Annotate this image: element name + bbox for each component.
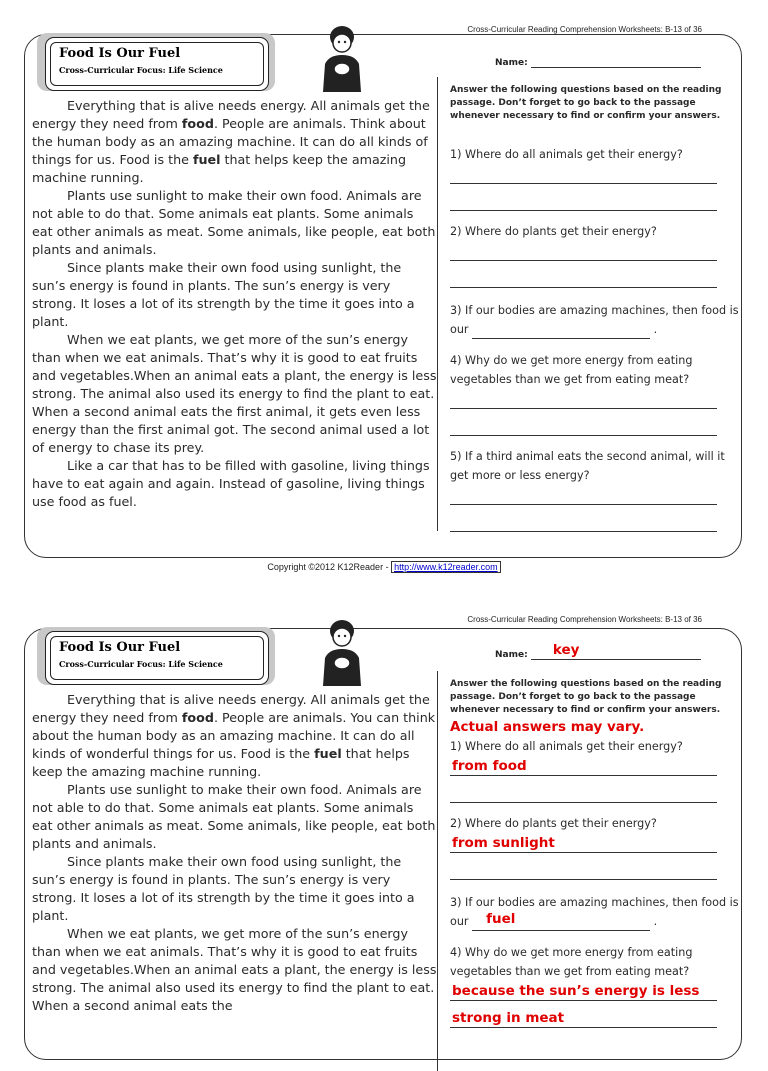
child-eating-icon <box>315 616 369 686</box>
question-3: 3) If our bodies are amazing machines, then food is our . <box>450 301 740 339</box>
answer-line[interactable] <box>450 241 717 261</box>
answer-2: from sunlight <box>452 835 555 851</box>
answer-line[interactable] <box>450 783 717 803</box>
name-row <box>495 55 701 68</box>
copyright-text: Copyright ©2012 K12Reader - <box>267 562 392 572</box>
column-divider <box>437 77 438 531</box>
focus-label: Cross-Curricular Focus: Life Science <box>59 65 223 75</box>
answer-line[interactable] <box>472 911 650 931</box>
question-2: 2) Where do plants get their energy? <box>450 817 657 830</box>
answer-3: fuel <box>486 911 516 927</box>
page-header: Cross-Curricular Reading Comprehension Worksheets: B-13 of 36 <box>467 25 702 34</box>
bold-word-food: food <box>181 116 214 131</box>
passage-text: Everything that is alive needs energy. All animals get the energy they need from <box>32 98 430 131</box>
passage-paragraph: Since plants make their own food using sunlight, the sun’s energy is found in plants. The sun’s energy is very strong. It loses a lot of its strength by the time it goes into a plant. <box>32 260 415 329</box>
key-name: key <box>552 642 580 658</box>
answer-1: from food <box>452 758 527 774</box>
question-3-text: 3) If our bodies are amazing machines, then food is our <box>450 896 739 928</box>
name-label: Name: <box>495 58 528 68</box>
passage-text: Everything that is alive needs energy. All animals get the energy they need from <box>32 692 430 725</box>
answer-line[interactable] <box>450 860 717 880</box>
name-field[interactable] <box>531 642 701 660</box>
passage-text: that helps keep the amazing machine running. <box>32 746 410 779</box>
passage-paragraph: Plants use sunlight to make their own food. Animals are not able to do that. Some animals eat plants. Some animals eat other animals as meat. Some animals, like people, eat both plants and animals. <box>32 782 436 851</box>
question-5: 5) If a third animal eats the second animal, will it get more or less energy? <box>450 450 725 482</box>
answer-line[interactable] <box>450 268 717 288</box>
passage-paragraph: Since plants make their own food using sunlight, the sun’s energy is found in plants. The sun’s energy is very strong. It loses a lot of its strength by the time it goes into a plant. <box>32 854 415 923</box>
reading-passage <box>32 97 437 511</box>
answer-line[interactable] <box>450 1008 717 1028</box>
copyright <box>0 562 768 572</box>
answer-line[interactable] <box>450 164 717 184</box>
question-2: 2) Where do plants get their energy? <box>450 225 657 238</box>
focus-label: Cross-Curricular Focus: Life Science <box>59 659 223 669</box>
reading-passage <box>32 691 437 1015</box>
answer-line[interactable] <box>450 416 717 436</box>
question-4: 4) Why do we get more energy from eating vegetables than we get from eating meat? <box>450 946 693 978</box>
passage-paragraph: Like a car that has to be filled with gasoline, living things have to eat again and again. Instead of gasoline, living things use food as fuel. <box>32 458 430 509</box>
answer-line[interactable] <box>450 833 717 853</box>
questions-panel <box>450 84 740 539</box>
instructions: Answer the following questions based on the reading passage. Don’t forget to go back to the passage whenever necessary to find or confirm your answers. <box>450 85 722 121</box>
question-1: 1) Where do all animals get their energy? <box>450 740 683 753</box>
answers-note: Actual answers may vary. <box>450 719 645 735</box>
bold-word-fuel: fuel <box>192 152 221 167</box>
bold-word-fuel: fuel <box>314 746 342 761</box>
page-header: Cross-Curricular Reading Comprehension Worksheets: B-13 of 36 <box>467 615 702 624</box>
answer-line[interactable] <box>472 324 650 339</box>
title-box <box>45 631 269 685</box>
answer-line[interactable] <box>450 389 717 409</box>
answer-4-line-1: because the sun’s energy is less <box>452 983 700 999</box>
name-field[interactable] <box>531 55 701 68</box>
passage-paragraph: Plants use sunlight to make their own food. Animals are not able to do that. Some animals eat plants. Some animals eat other animals as meat. Some animals, like people, eat both plants and animals. <box>32 188 436 257</box>
answer-line[interactable] <box>450 756 717 776</box>
question-3-text: 3) If our bodies are amazing machines, then food is our <box>450 304 739 336</box>
answer-line[interactable] <box>450 981 717 1001</box>
passage-text: that helps keep the amazing machine running. <box>32 152 407 185</box>
passage-paragraph: When we eat plants, we get more of the sun’s energy than when we eat animals. That’s why it is good to eat fruits and vegetables.When an animal eats a plant, the energy is less strong. The animal also used its energy to find the plant to eat. When a second animal eats the <box>32 926 437 1013</box>
questions-panel <box>450 678 740 1035</box>
child-eating-icon <box>315 22 369 92</box>
worksheet-title: Food Is Our Fuel <box>59 46 181 61</box>
title-box <box>45 37 269 91</box>
bold-word-food: food <box>181 710 214 725</box>
question-4: 4) Why do we get more energy from eating vegetables than we get from eating meat? <box>450 354 693 386</box>
name-label: Name: <box>495 650 528 660</box>
answer-4-line-2: strong in meat <box>452 1010 565 1026</box>
answer-line[interactable] <box>450 191 717 211</box>
worksheet-answer-key <box>24 628 742 1060</box>
passage-text: . People are animals. You can think about the human body as an amazing machine. It can do all kinds of wonderful things for us. Food is the <box>32 710 436 761</box>
column-divider <box>437 671 438 1071</box>
question-1: 1) Where do all animals get their energy? <box>450 148 683 161</box>
answer-line[interactable] <box>450 512 717 532</box>
question-3: 3) If our bodies are amazing machines, then food is our fuel . <box>450 893 740 931</box>
passage-paragraph: When we eat plants, we get more of the sun’s energy than when we eat animals. That’s why it is good to eat fruits and vegetables.When an animal eats a plant, the energy is less strong. The animal also used its energy to find the plant to eat. When a second animal eats the first animal, it gets even less energy than the first animal got. The second animal used a lot of energy to chase its prey. <box>32 332 437 455</box>
name-row <box>495 642 701 660</box>
worksheet-title: Food Is Our Fuel <box>59 640 181 655</box>
k12reader-link[interactable]: http://www.k12reader.com <box>391 561 501 573</box>
answer-line[interactable] <box>450 485 717 505</box>
passage-text: . People are animals. Think about the human body as an amazing machine. It can do all kinds of things for us. Food is the <box>32 116 428 167</box>
instructions: Answer the following questions based on the reading passage. Don’t forget to go back to the passage whenever necessary to find or confirm your answers. <box>450 679 722 715</box>
worksheet-blank <box>24 34 742 558</box>
